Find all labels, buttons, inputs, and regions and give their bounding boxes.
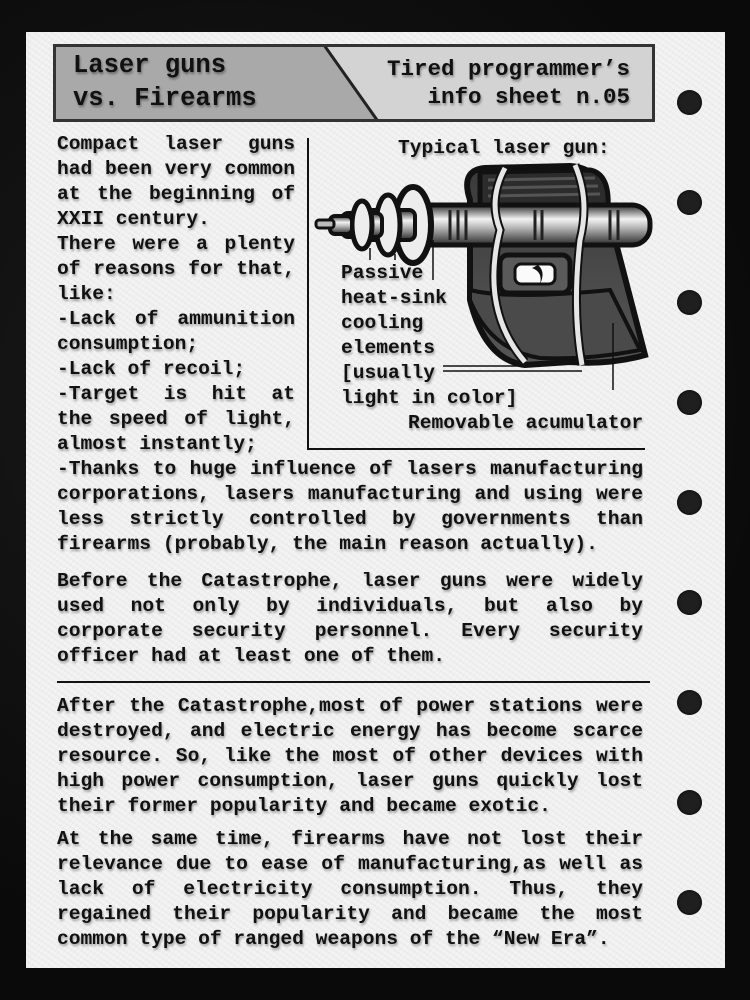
intro-line: Compact laser guns	[57, 133, 295, 155]
text-line: officer had at least one of them.	[57, 645, 446, 667]
intro-line: XXII century.	[57, 208, 210, 230]
intro-line: like:	[57, 283, 116, 305]
gun-muzzle	[316, 220, 334, 228]
subtitle-line-1: Tired programmer’s	[386, 56, 630, 82]
text-line: regained their popularity and became the most	[57, 903, 643, 925]
intro-line: -Lack of ammunition	[57, 308, 295, 330]
text-line: destroyed, and electric energy has become scarce	[57, 720, 643, 742]
intro-line: the speed of light,	[57, 408, 295, 430]
text-line: less strictly controlled by governments than	[57, 508, 643, 530]
binder-hole	[677, 190, 702, 215]
binder-hole	[677, 890, 702, 915]
text-line: high power consumption, laser guns quickly lost	[57, 770, 643, 792]
text-line: common type of ranged weapons of the “New Era”.	[57, 928, 610, 950]
intro-line: almost instantly;	[57, 433, 257, 455]
figure-frame-left-border	[307, 138, 309, 450]
text-line: firearms (probably, the main reason actually).	[57, 533, 598, 555]
text-line: Before the Catastrophe, laser guns were widely	[57, 570, 643, 592]
intro-line: at the beginning of	[57, 183, 295, 205]
binder-hole	[677, 690, 702, 715]
heatsink-label-line: heat-sink	[341, 287, 447, 309]
binder-hole	[677, 390, 702, 415]
text-line: After the Catastrophe,most of power stations were	[57, 695, 643, 717]
text-line: their former popularity and became exotic.	[57, 795, 551, 817]
intro-line: consumption;	[57, 333, 199, 355]
text-line: -Thanks to huge influence of lasers manufacturing	[57, 458, 643, 480]
binder-hole	[677, 490, 702, 515]
intro-line: There were a plenty	[57, 233, 295, 255]
intro-line: of reasons for that,	[57, 258, 295, 280]
page-title-line-2: vs. Firearms	[73, 84, 257, 113]
intro-line: -Lack of recoil;	[57, 358, 246, 380]
heatsink-label-line: [usually	[341, 362, 436, 384]
text-line: resource. So, like the most of other devices with	[57, 745, 643, 767]
text-line: At the same time, firearms have not lost their	[57, 828, 643, 850]
text-line: relevance due to ease of manufacturing,as well as	[57, 853, 643, 875]
heatsink-label-line: light in color]	[341, 387, 518, 409]
heatsink-label-line: Passive	[341, 262, 424, 284]
section-divider	[57, 681, 650, 683]
text-line: corporate security personnel. Every security	[57, 620, 643, 642]
text-line: used not only by individuals, but also by	[57, 595, 643, 617]
page-title-line-1: Laser guns	[73, 51, 227, 80]
binder-hole	[677, 790, 702, 815]
binder-hole	[677, 590, 702, 615]
header-banner	[53, 44, 655, 122]
figure-caption: Typical laser gun:	[398, 137, 610, 159]
binder-hole	[677, 90, 702, 115]
intro-line: had been very common	[57, 158, 295, 180]
heatsink-label-line: cooling	[341, 312, 424, 334]
cooling-ring-small	[352, 201, 372, 249]
text-line: corporations, lasers manufacturing and using were	[57, 483, 643, 505]
binder-hole	[677, 290, 702, 315]
intro-line: -Target is hit at	[57, 383, 295, 405]
text-line: lack of electricity consumption. Thus, they	[57, 878, 643, 900]
accumulator-label: Removable acumulator	[408, 412, 644, 434]
heatsink-label-line: elements	[341, 337, 436, 359]
subtitle-line-2: info sheet n.05	[427, 84, 630, 110]
figure-frame-bottom-border	[307, 448, 645, 450]
